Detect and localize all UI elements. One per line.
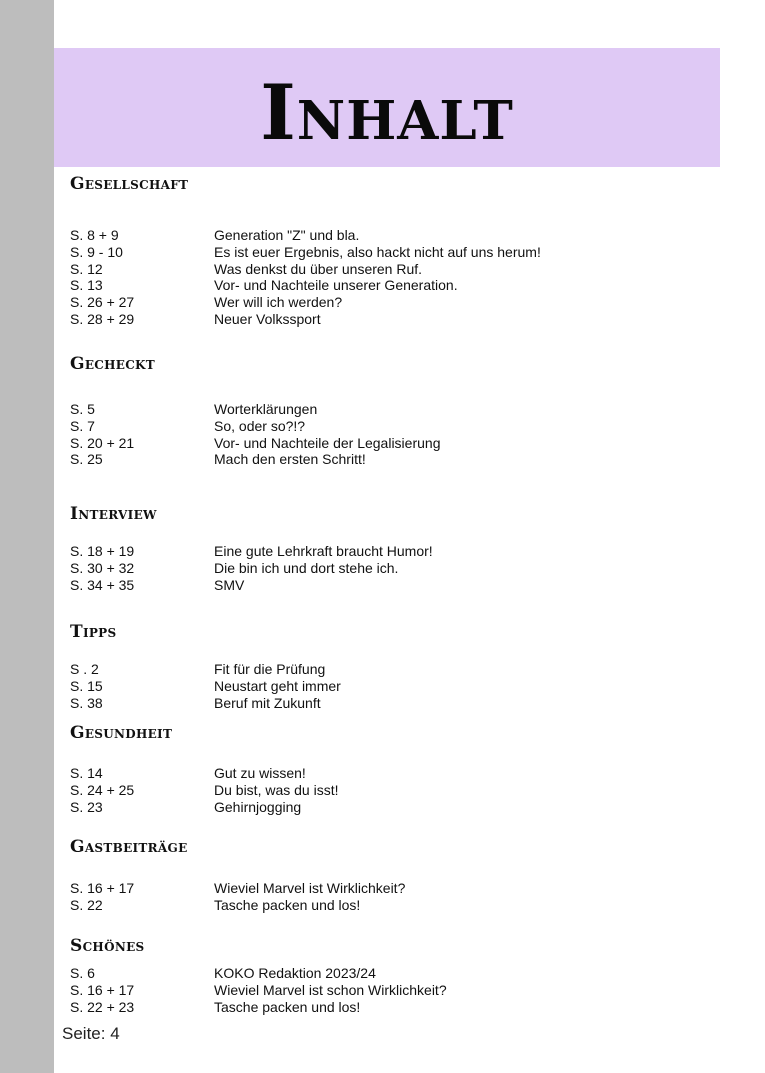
entry-title: Die bin ich und dort stehe ich. — [214, 559, 399, 576]
entry-title: Neuer Volkssport — [214, 310, 321, 327]
toc-entry[interactable] — [70, 277, 690, 294]
section-heading: Gecheckt — [70, 354, 156, 374]
toc-entry[interactable] — [70, 765, 690, 782]
toc-entry[interactable] — [70, 799, 690, 816]
entry-list — [70, 880, 690, 914]
section-heading: Gastbeiträge — [70, 837, 188, 857]
section-gesellschaft — [70, 173, 690, 327]
entry-title: Beruf mit Zukunft — [214, 694, 321, 711]
page-ref: S. 13 — [70, 277, 103, 294]
page-ref: S. 15 — [70, 677, 103, 694]
toc-entry[interactable] — [70, 661, 690, 678]
entry-title: Wieviel Marvel ist schon Wirklichkeit? — [214, 981, 447, 998]
page-ref: S. 34 + 35 — [70, 576, 135, 593]
entry-title: Tasche packen und los! — [214, 998, 361, 1015]
toc-entry[interactable] — [70, 577, 690, 594]
title-banner — [54, 48, 720, 167]
section-heading: Gesundheit — [70, 723, 173, 743]
page-ref: S. 26 + 27 — [70, 294, 135, 311]
entry-list — [70, 661, 690, 711]
toc-entry[interactable] — [70, 982, 690, 999]
entry-list — [70, 543, 690, 593]
entry-title: Wieviel Marvel ist Wirklichkeit? — [214, 880, 406, 896]
page-ref: S. 25 — [70, 451, 103, 468]
toc-entry[interactable] — [70, 244, 690, 261]
entry-title: Eine gute Lehrkraft braucht Humor! — [214, 543, 433, 559]
toc-entry[interactable] — [70, 695, 690, 712]
toc-entry[interactable] — [70, 418, 690, 435]
entry-title: Es ist euer Ergebnis, also hackt nicht auf uns herum! — [214, 243, 541, 260]
toc-entry[interactable] — [70, 782, 690, 799]
page-ref: S. 16 + 17 — [70, 880, 135, 896]
toc-entry[interactable] — [70, 261, 690, 278]
entry-title: Worterklärungen — [214, 401, 318, 417]
toc-entry[interactable] — [70, 897, 690, 914]
entry-title: Fit für die Prüfung — [214, 661, 326, 677]
entry-title: Vor- und Nachteile der Legalisierung — [214, 434, 441, 451]
section-heading: Gesellschaft — [70, 174, 189, 194]
page-ref: S. 9 - 10 — [70, 243, 123, 260]
entry-title: Gut zu wissen! — [214, 765, 306, 781]
entry-title: KOKO Redaktion 2023/24 — [214, 965, 376, 981]
entry-list — [70, 765, 690, 815]
entry-title: So, oder so?!? — [214, 417, 306, 434]
toc-entry[interactable] — [70, 401, 690, 418]
page-ref: S. 14 — [70, 765, 103, 781]
left-margin-bar — [0, 0, 54, 1073]
toc-entry[interactable] — [70, 311, 690, 328]
toc-entry[interactable] — [70, 560, 690, 577]
page-ref: S. 28 + 29 — [70, 310, 135, 327]
page-ref: S. 12 — [70, 260, 103, 277]
page-ref: S. 6 — [70, 965, 95, 981]
page-number: Seite: 4 — [62, 1024, 120, 1043]
section-heading: Tipps — [70, 622, 117, 642]
toc-entry[interactable] — [70, 543, 690, 560]
toc-entry[interactable] — [70, 435, 690, 452]
toc-entry[interactable] — [70, 227, 690, 244]
entry-list — [70, 965, 690, 1015]
section-heading: Interview — [70, 504, 157, 524]
toc-entry[interactable] — [70, 880, 690, 897]
page-ref: S. 38 — [70, 694, 103, 711]
entry-list — [70, 401, 690, 468]
page-ref: S. 22 — [70, 896, 103, 913]
section-heading: Schönes — [70, 936, 145, 956]
page-ref: S. 22 + 23 — [70, 998, 135, 1015]
toc-entry[interactable] — [70, 965, 690, 982]
entry-title: Du bist, was du isst! — [214, 781, 339, 798]
page-ref: S . 2 — [70, 661, 99, 677]
section-schoenes — [70, 935, 690, 1015]
toc-entry[interactable] — [70, 678, 690, 695]
entry-title: Was denkst du über unseren Ruf. — [214, 260, 423, 277]
entry-title: Wer will ich werden? — [214, 294, 343, 311]
page-ref: S. 24 + 25 — [70, 781, 135, 798]
section-gesundheit — [70, 722, 690, 815]
section-tipps — [70, 621, 690, 711]
section-interview — [70, 503, 690, 593]
entry-title: Neustart geht immer — [214, 677, 341, 694]
page-title: Inhalt — [260, 68, 514, 157]
section-gecheckt — [70, 353, 690, 468]
toc-entry[interactable] — [70, 451, 690, 468]
section-gastbeitraege — [70, 836, 690, 913]
entry-title: Gehirnjogging — [214, 798, 302, 815]
entry-title: Generation "Z" und bla. — [214, 227, 360, 243]
page-ref: S. 5 — [70, 401, 95, 417]
entry-title: Mach den ersten Schritt! — [214, 451, 366, 468]
entry-title: Tasche packen und los! — [214, 896, 361, 913]
toc-entry[interactable] — [70, 294, 690, 311]
page-ref: S. 30 + 32 — [70, 559, 135, 576]
page-ref: S. 23 — [70, 798, 103, 815]
entry-title: SMV — [214, 576, 245, 593]
page-ref: S. 8 + 9 — [70, 227, 119, 243]
toc-entry[interactable] — [70, 999, 690, 1016]
page-ref: S. 7 — [70, 417, 95, 434]
page-ref: S. 18 + 19 — [70, 543, 135, 559]
page-ref: S. 16 + 17 — [70, 981, 135, 998]
entry-list — [70, 227, 690, 328]
entry-title: Vor- und Nachteile unserer Generation. — [214, 277, 458, 294]
page-ref: S. 20 + 21 — [70, 434, 135, 451]
